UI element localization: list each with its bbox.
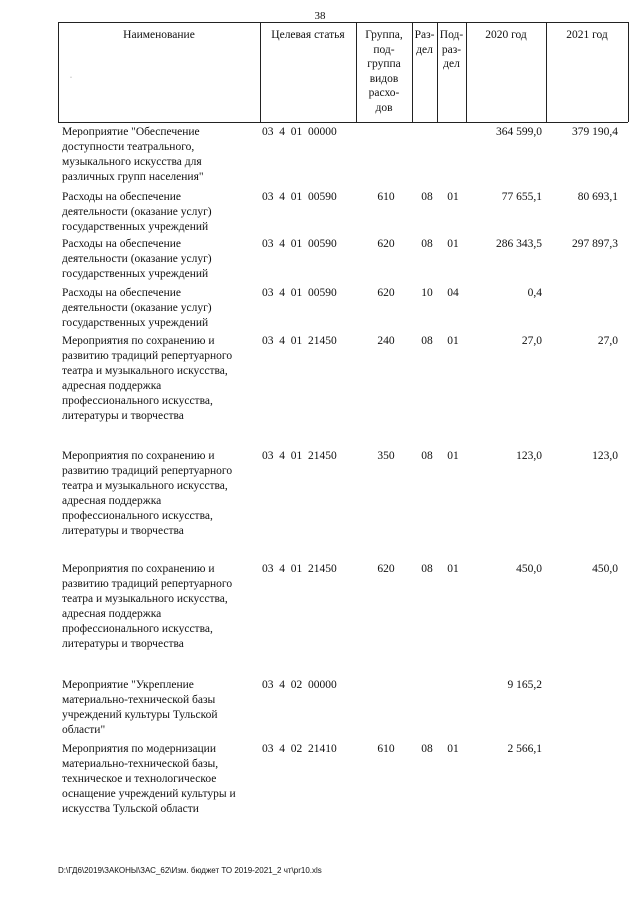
- row-podrazdel: 01: [447, 335, 459, 347]
- row-name: Мероприятия по сохранению и развитию традиций репертуарного театра и музыкального искусства, адресная поддержка профессионального искусства, литературы и творчества: [62, 450, 233, 537]
- row-code: 03 4 01 00590: [262, 238, 337, 250]
- row-group: 610: [377, 743, 395, 755]
- row-podrazdel: 01: [447, 191, 459, 203]
- header-2020: 2020 год: [485, 29, 527, 41]
- row-name: Расходы на обеспечение деятельности (оказание услуг) государственных учреждений: [62, 238, 212, 280]
- header-podrazdel: Под- раз- дел: [439, 29, 464, 70]
- row-podrazdel: 01: [447, 743, 459, 755]
- row-podrazdel: 01: [447, 238, 459, 250]
- page-number: 38: [314, 10, 326, 22]
- row-value-2020: 286 343,5: [496, 238, 542, 250]
- row-razdel: 10: [421, 287, 433, 299]
- row-code: 03 4 01 21450: [262, 450, 337, 462]
- row-value-2021: 80 693,1: [577, 191, 618, 203]
- row-code: 03 4 01 00000: [262, 126, 337, 138]
- row-code: 03 4 01 00590: [262, 191, 337, 203]
- row-code: 03 4 02 00000: [262, 679, 337, 691]
- header-2021: 2021 год: [566, 29, 608, 41]
- row-razdel: 08: [421, 563, 433, 575]
- row-podrazdel: 01: [447, 450, 459, 462]
- row-value-2020: 364 599,0: [496, 126, 542, 138]
- row-name: Расходы на обеспечение деятельности (оказание услуг) государственных учреждений: [62, 191, 212, 233]
- row-group: 350: [377, 450, 395, 462]
- row-name: Мероприятие "Обеспечение доступности театрального, музыкального искусства для различных групп населения": [62, 126, 204, 183]
- row-value-2020: 2 566,1: [507, 743, 542, 755]
- row-razdel: 08: [421, 191, 433, 203]
- header-name: Наименование: [123, 29, 195, 41]
- row-value-2021: 123,0: [592, 450, 618, 462]
- row-code: 03 4 02 21410: [262, 743, 337, 755]
- row-razdel: 08: [421, 450, 433, 462]
- row-value-2020: 27,0: [521, 335, 542, 347]
- row-group: 620: [377, 287, 395, 299]
- row-code: 03 4 01 21450: [262, 335, 337, 347]
- row-name: Мероприятия по модернизации материально-технической базы, техническое и технологическое оснащение учреждений культуры и искусства Тульской области: [62, 743, 236, 815]
- row-value-2021: 450,0: [592, 563, 618, 575]
- row-name: Мероприятие "Укрепление материально-технической базы учреждений культуры Тульской области": [62, 679, 218, 736]
- row-value-2020: 77 655,1: [501, 191, 542, 203]
- header-target: Целевая статья: [271, 29, 345, 41]
- row-podrazdel: 04: [447, 287, 459, 299]
- row-group: 240: [377, 335, 395, 347]
- row-razdel: 08: [421, 238, 433, 250]
- row-razdel: 08: [421, 335, 433, 347]
- row-value-2021: 27,0: [597, 335, 618, 347]
- row-group: 610: [377, 191, 395, 203]
- header-razdel: Раз- дел: [414, 29, 435, 56]
- header-group: Группа, под- группа видов расхо- дов: [365, 29, 403, 114]
- row-group: 620: [377, 563, 395, 575]
- row-value-2020: 450,0: [516, 563, 542, 575]
- row-group: 620: [377, 238, 395, 250]
- header-top-border: [58, 22, 628, 23]
- row-name: Мероприятия по сохранению и развитию традиций репертуарного театра и музыкального искусства, адресная поддержка профессионального искусства, литературы и творчества: [62, 563, 233, 650]
- row-name: Мероприятия по сохранению и развитию традиций репертуарного театра и музыкального искусства, адресная поддержка профессионального искусства, литературы и творчества: [62, 335, 233, 422]
- row-value-2020: 123,0: [516, 450, 542, 462]
- row-value-2021: 297 897,3: [572, 238, 618, 250]
- header-divider: [628, 22, 629, 122]
- row-name: Расходы на обеспечение деятельности (оказание услуг) государственных учреждений: [62, 287, 212, 329]
- row-value-2021: 379 190,4: [572, 126, 618, 138]
- row-code: 03 4 01 00590: [262, 287, 337, 299]
- row-code: 03 4 01 21450: [262, 563, 337, 575]
- row-razdel: 08: [421, 743, 433, 755]
- scan-mark: ·: [70, 75, 72, 81]
- row-value-2020: 0,4: [527, 287, 542, 299]
- table-header: [58, 22, 628, 122]
- row-value-2020: 9 165,2: [507, 679, 542, 691]
- file-path-footer: D:\ГД6\2019\ЗАКОНЫ\ЗАС_62\Изм. бюджет ТО 2019-2021_2 чт\pr10.xls: [58, 866, 322, 875]
- row-podrazdel: 01: [447, 563, 459, 575]
